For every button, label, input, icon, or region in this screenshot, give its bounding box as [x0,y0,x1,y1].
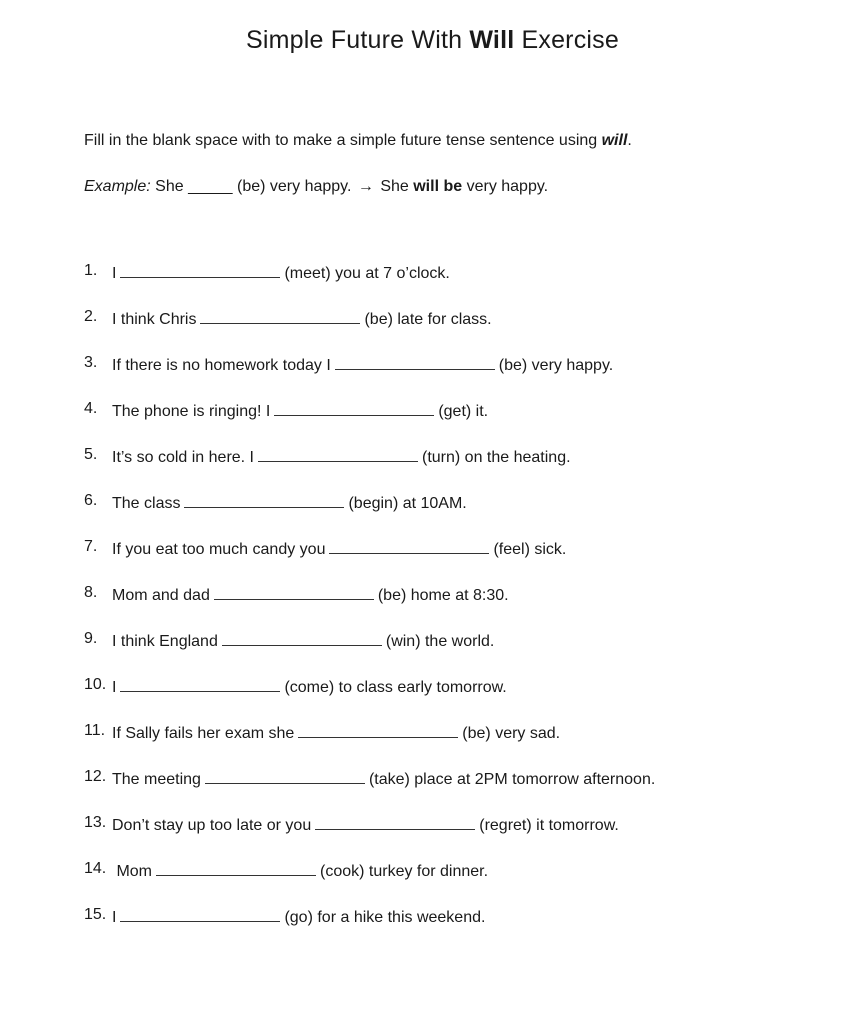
question-item [84,630,655,676]
example-answer: will be [413,178,463,195]
question-item [84,584,655,630]
question-before: I [112,679,117,696]
question-number: 9. [84,630,98,647]
question-text [112,262,450,283]
question-number: 1. [84,262,98,279]
instructions-end: . [627,132,632,149]
question-after: (be) very happy. [498,357,614,374]
answer-blank[interactable] [205,768,365,784]
question-before: If there is no homework today I [112,357,331,374]
page-title [0,26,865,55]
question-item [84,354,655,400]
answer-blank[interactable] [222,630,382,646]
question-item [84,262,655,308]
question-after: (cook) turkey for dinner. [320,863,489,880]
title-suffix: Exercise [514,26,619,54]
question-text [112,814,619,835]
title-prefix: Simple Future With [246,26,470,54]
question-number: 10. [84,676,107,693]
question-before: I [112,265,117,282]
question-item [84,768,655,814]
answer-blank[interactable] [120,262,280,278]
question-item [84,814,655,860]
question-number: 6. [84,492,98,509]
question-before: The meeting [112,771,201,788]
arrow-icon: → [357,178,374,195]
question-number: 2. [84,308,98,325]
question-after: (take) place at 2PM tomorrow afternoon. [368,771,656,788]
instructions-text: Fill in the blank space with to make a simple future tense sentence using [84,132,602,149]
answer-blank[interactable] [120,676,280,692]
question-after: (come) to class early tomorrow. [284,679,507,696]
question-after: (begin) at 10AM. [348,495,467,512]
instructions [84,132,632,150]
answer-blank[interactable] [274,400,434,416]
question-after: (meet) you at 7 o’clock. [284,265,450,282]
question-before: The class [112,495,181,512]
question-before: Mom and dad [112,587,210,604]
question-text [112,630,494,651]
answer-blank[interactable] [200,308,360,324]
question-number: 3. [84,354,98,371]
question-number: 14. [84,860,107,877]
question-after: (go) for a hike this weekend. [284,909,486,926]
question-text [112,354,613,375]
answer-blank[interactable] [214,584,374,600]
question-before: Mom [112,863,152,880]
question-item [84,722,655,768]
example-label: Example: [84,178,151,195]
instructions-keyword: will [601,132,628,149]
question-before: It’s so cold in here. I [112,449,254,466]
question-after: (feel) sick. [493,541,567,558]
example-before: She _____ (be) very happy. [150,178,356,195]
question-item [84,906,655,952]
question-text [112,308,492,329]
question-before: If you eat too much candy you [112,541,326,558]
question-item [84,400,655,446]
question-number: 7. [84,538,98,555]
question-after: (be) late for class. [364,311,492,328]
question-number: 11. [84,722,106,739]
question-before: I [112,909,117,926]
question-text [112,768,655,789]
example-line [84,178,548,196]
question-list [84,262,655,952]
example-after-prefix: She [375,178,414,195]
question-text [112,676,507,697]
answer-blank[interactable] [335,354,495,370]
question-number: 5. [84,446,98,463]
question-item [84,538,655,584]
answer-blank[interactable] [184,492,344,508]
question-before: I think Chris [112,311,197,328]
answer-blank[interactable] [329,538,489,554]
answer-blank[interactable] [120,906,280,922]
answer-blank[interactable] [315,814,475,830]
question-number: 13. [84,814,107,831]
example-after-suffix: very happy. [462,178,549,195]
question-before: If Sally fails her exam she [112,725,295,742]
question-number: 4. [84,400,98,417]
question-before: Don’t stay up too late or you [112,817,312,834]
question-text [112,400,488,421]
question-item [84,308,655,354]
question-text [112,860,488,881]
question-text [112,492,467,513]
question-item [84,492,655,538]
question-after: (be) home at 8:30. [377,587,509,604]
question-before: I think England [112,633,218,650]
title-bold-word: Will [469,26,515,54]
question-number: 8. [84,584,98,601]
question-after: (be) very sad. [462,725,561,742]
question-text [112,538,566,559]
question-text [112,446,571,467]
question-text [112,584,509,605]
answer-blank[interactable] [298,722,458,738]
answer-blank[interactable] [258,446,418,462]
question-item [84,676,655,722]
question-number: 12. [84,768,107,785]
question-after: (get) it. [438,403,489,420]
question-number: 15. [84,906,107,923]
question-text [112,722,560,743]
question-after: (turn) on the heating. [422,449,571,466]
question-after: (win) the world. [385,633,495,650]
question-after: (regret) it tomorrow. [479,817,619,834]
question-item [84,860,655,906]
question-before: The phone is ringing! I [112,403,271,420]
question-item [84,446,655,492]
question-text [112,906,485,927]
answer-blank[interactable] [156,860,316,876]
